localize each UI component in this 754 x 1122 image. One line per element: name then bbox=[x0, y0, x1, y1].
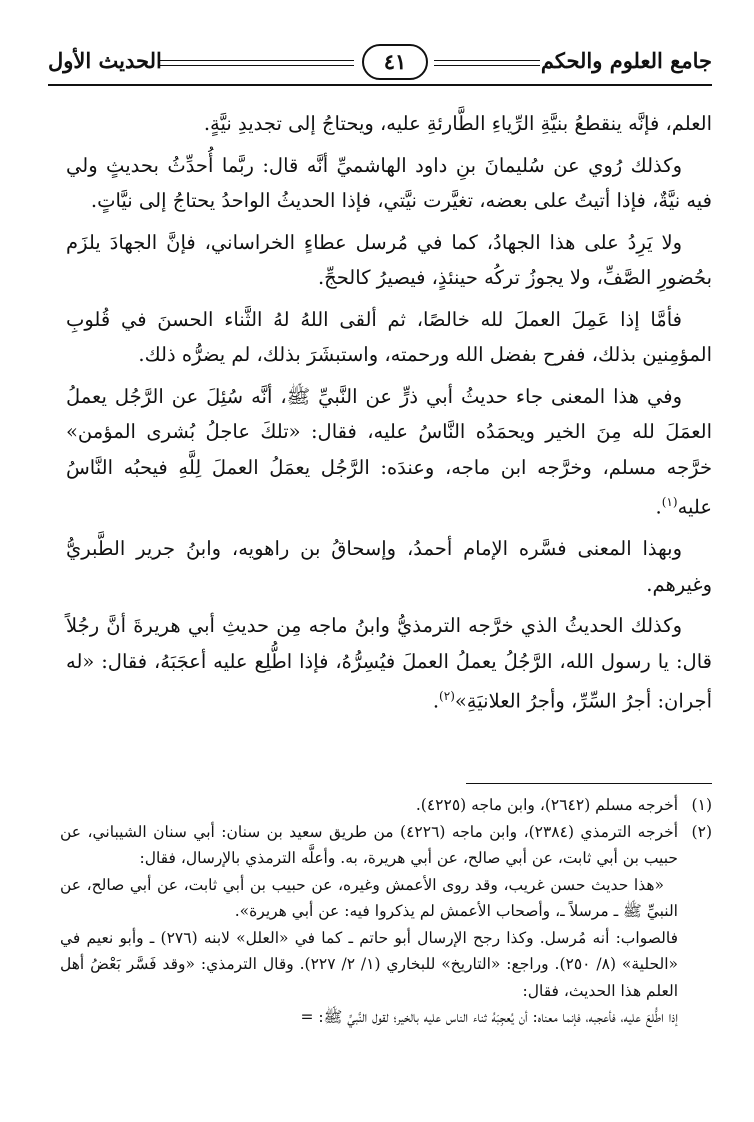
header-ornament-line bbox=[158, 60, 354, 66]
footnote-ref: (١) bbox=[661, 495, 678, 509]
paragraph bbox=[66, 608, 712, 719]
paragraph-text: وكذلك الحديثُ الذي خرَّجه الترمذيُّ وابنُ ماجه مِن حديثِ أبي هريرةَ أنَّ رجُلاً قال: يا رسول الله، الرَّجُلُ يعملُ العملَ فيُسِرُّهُ، فإذا اطُّلِع عليه أعجَبَهُ، فقال: «له أجران: أجرُ السِّرِّ، وأجرُ العلانيَةِ» bbox=[66, 614, 712, 713]
footnote-number: (١) bbox=[691, 796, 712, 814]
paragraph: ولا يَرِدُ على هذا الجهادُ، كما في مُرسل عطاءٍ الخراساني، فإنَّ الجهادَ يلزَم بحُضورِ الصَّفِّ، ولا يجوزُ تركُه حينئذٍ، فيصيرُ كالحجِّ. bbox=[66, 230, 712, 289]
paragraph-end: . bbox=[655, 495, 662, 519]
footnote bbox=[60, 819, 712, 1031]
main-text bbox=[66, 106, 712, 725]
paragraph-text: وفي هذا المعنى جاء حديثُ أبي ذرٍّ عن النَّبيِّ ﷺ، أنَّه سُئِلَ عن الرَّجُل يعملُ العمَلَ لله مِنَ الخير ويحمَدُه النَّاسُ عليه، فقال: «تلكَ عاجلُ بُشرى المؤمن» خرَّجه مسلم، وخرَّجه ابن ماجه، وعندَه: الرَّجُل يعمَلُ العملَ لِلَّهِ فيحبُه النَّاسُ عليه bbox=[66, 384, 712, 519]
footnote-content bbox=[60, 792, 678, 819]
footnote-text: أخرجه مسلم (٢٦٤٢)، وابن ماجه (٤٢٢٥). bbox=[415, 796, 678, 814]
footnote-number: (٢) bbox=[691, 822, 712, 841]
section-title: الحديث الأول bbox=[48, 48, 162, 73]
page-number: ٤١ bbox=[362, 44, 428, 80]
paragraph-end: . bbox=[432, 689, 440, 713]
footnote-ref: (٢) bbox=[439, 689, 455, 703]
footnote-text: إذا اطُّلعَ عليه، فأعجبه، فإنما معناه: أن يُعجِبَهُ ثناء الناس عليه بالخير؛ لقول النَّبيِّ ﷺ: = bbox=[300, 1008, 678, 1026]
paragraph: وبهذا المعنى فسَّره الإمام أحمدُ، وإسحاقُ بن راهويه، وابنُ جرير الطَّبريُّ وغيرهم. bbox=[66, 537, 712, 596]
footnote-text: فالصواب: أنه مُرسل. وكذا رجح الإرسال أبو حاتم ـ كما في «العلل» لابنه (٢٧٦) ـ وأبو نعيم في «الحلية» (٨/ ٢٥٠). وراجع: «التاريخ» للبخاري (١/ ٢/ ٢٢٧). وقال الترمذي: «وقد فَسَّر بَعْضُ أهل العلم هذا الحديث، فقال: bbox=[60, 928, 679, 1000]
footnotes bbox=[60, 792, 712, 1031]
header-ornament-line bbox=[434, 60, 540, 66]
page-header bbox=[48, 40, 712, 86]
book-title: جامع العلوم والحكم bbox=[540, 48, 712, 73]
header-divider bbox=[48, 84, 712, 86]
footnote-quote: «هذا حديث حسن غريب، وقد روى الأعمش وغيره، عن حبيب بن أبي ثابت، عن أبي صالح، عن النبيِّ ﷺ ـ مرسلاً ـ، وأصحاب الأعمش لم يذكروا فيه: عن أبي هريرة». bbox=[60, 875, 678, 920]
paragraph bbox=[66, 379, 712, 526]
footnote-content bbox=[60, 819, 678, 1031]
paragraph: وكذلك رُوي عن سُليمانَ بنِ داود الهاشميِّ أنَّه قال: ربَّما أُحدِّثُ بحديثٍ ولي فيه نيَّةٌ، فإذا أتيتُ على بعضه، تغيَّرت نيَّتي، فإذا الحديثُ الواحدُ يحتاجُ إلى نيَّاتٍ. bbox=[66, 153, 712, 212]
paragraph: فأمَّا إذا عَمِلَ العملَ لله خالصًا، ثم ألقى اللهُ لهُ الثَّناء الحسنَ في قُلوبِ المؤمِنين بذلك، ففرح بفضل الله ورحمته، واستبشَرَ بذلك، لم يضرُّه ذلك. bbox=[66, 307, 712, 366]
paragraph: العلم، فإنَّه ينقطعُ بنيَّةِ الرِّياءِ الطَّارئةِ عليه، ويحتاجُ إلى تجديدِ نيَّةٍ. bbox=[203, 112, 712, 135]
footnote-separator bbox=[466, 783, 712, 784]
footnote bbox=[60, 792, 712, 819]
footnote-text: أخرجه الترمذي (٢٣٨٤)، وابن ماجه (٤٢٢٦) من طريق سعيد بن سنان: أبي سنان الشيباني، عن حبيب بن أبي ثابت، عن أبي صالح، عن أبي هريرة، به. وأعلَّه الترمذي بالإرسال، فقال: bbox=[60, 822, 679, 867]
